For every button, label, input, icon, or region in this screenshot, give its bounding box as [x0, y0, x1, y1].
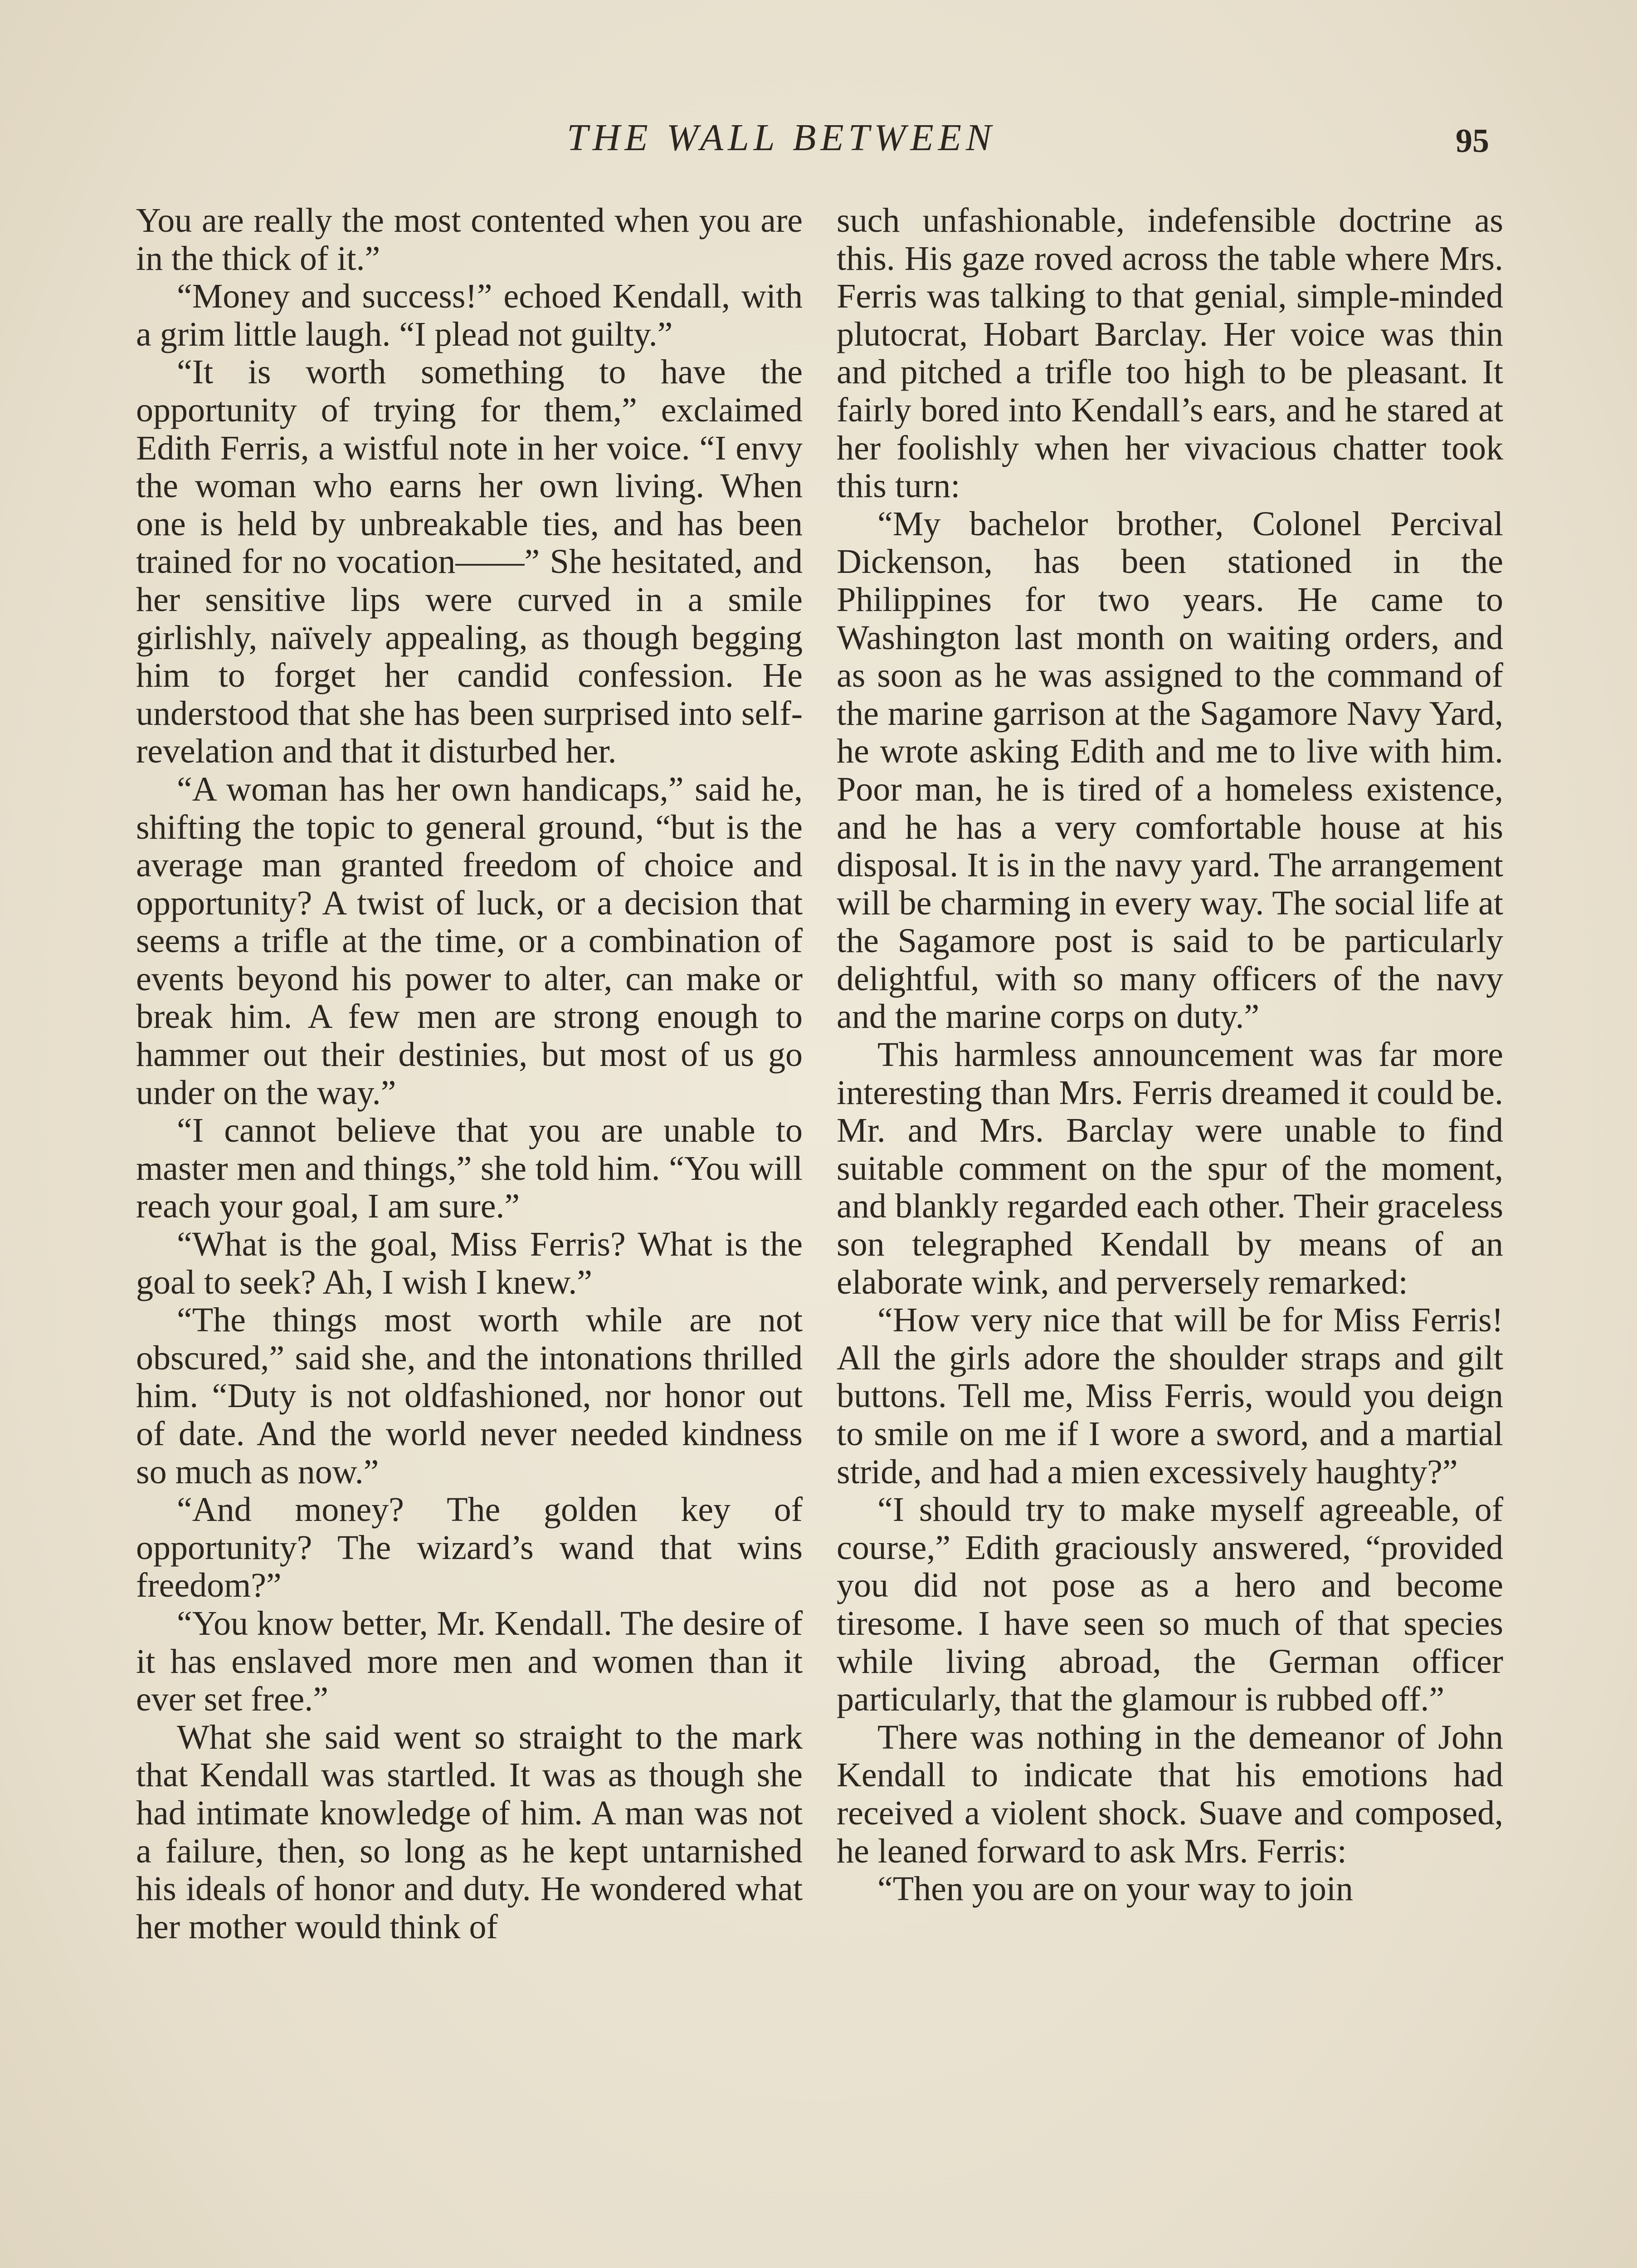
running-title: THE WALL BETWEEN — [567, 117, 996, 159]
paragraph: “My bachelor brother, Colonel Percival Dickenson, has been stationed in the Philippines for two years. He came to Washington last month on waiting orders, and as soon as he was assigned to the command of the marine garrison at the Sagamore Navy Yard, he wrote asking Edith and me to live with him. Poor man, he is tired of a homeless existence, and he has a very comfortable house at his disposal. It is in the navy yard. The arrangement will be charming in every way. The social life at the Sagamore post is said to be particularly delightful, with so many officers of the navy and the marine corps on duty.” — [837, 504, 1503, 1036]
paragraph: “What is the goal, Miss Ferris? What is the goal to seek? Ah, I wish I knew.” — [136, 1225, 803, 1301]
paragraph: “It is worth something to have the opportunity of trying for them,” exclaimed Edith Ferris, a wistful note in her voice. “I envy the woman who earns her own living. When one is held by unbreakable ties, and has been trained for no vocation——” She hesitated, and her sensitive lips were curved in a smile girlishly, naïvely appealing, as though begging him to forget her candid confession. He understood that she has been surprised into self-revelation and that it disturbed her. — [136, 353, 803, 771]
paragraph: “You know better, Mr. Kendall. The desire of it has enslaved more men and women than it ever set free.” — [136, 1604, 803, 1719]
paragraph: What she said went so straight to the mark that Kendall was startled. It was as though she had intimate knowledge of him. A man was not a failure, then, so long as he kept untarnished his ideals of honor and duty. He wondered what her mother would think of — [136, 1718, 803, 1946]
right-column — [837, 202, 1503, 1908]
paragraph: This harmless announcement was far more interesting than Mrs. Ferris dreamed it could be. Mr. and Mrs. Barclay were unable to find suitable comment on the spur of the moment, and blankly regarded each other. Their graceless son telegraphed Kendall by means of an elaborate wink, and perversely remarked: — [837, 1036, 1503, 1301]
left-column — [136, 202, 803, 1946]
running-head — [0, 116, 1637, 170]
paragraph: “I cannot believe that you are unable to master men and things,” she told him. “You will reach your goal, I am sure.” — [136, 1111, 803, 1226]
paragraph: “And money? The golden key of opportunity? The wizard’s wand that wins freedom?” — [136, 1491, 803, 1605]
paragraph: “Money and success!” echoed Kendall, with a grim little laugh. “I plead not guilty.” — [136, 277, 803, 353]
paragraph: There was nothing in the demeanor of John Kendall to indicate that his emotions had received a violent shock. Suave and composed, he leaned forward to ask Mrs. Ferris: — [837, 1718, 1503, 1870]
page-number: 95 — [1456, 122, 1489, 160]
paragraph: “A woman has her own handicaps,” said he, shifting the topic to general ground, “but is the average man granted freedom of choice and opportunity? A twist of luck, or a decision that seems a trifle at the time, or a combination of events beyond his power to alter, can make or break him. A few men are strong enough to hammer out their destinies, but most of us go under on the way.” — [136, 770, 803, 1112]
paragraph: “The things most worth while are not obscured,” said she, and the intonations thrilled him. “Duty is not oldfashioned, nor honor out of date. And the world never needed kindness so much as now.” — [136, 1301, 803, 1491]
paragraph: such unfashionable, indefensible doctrine as this. His gaze roved across the table where Mrs. Ferris was talking to that genial, simple-minded plutocrat, Hobart Barclay. Her voice was thin and pitched a trifle too high to be pleasant. It fairly bored into Kendall’s ears, and he stared at her foolishly when her vivacious chatter took this turn: — [837, 201, 1503, 505]
paragraph: You are really the most contented when you are in the thick of it.” — [136, 201, 803, 278]
paragraph: “Then you are on your way to join — [877, 1870, 1353, 1908]
paragraph: “I should try to make myself agreeable, of course,” Edith graciously answered, “provided you did not pose as a hero and become tiresome. I have seen so much of that species while living abroad, the German officer particularly, that the glamour is rubbed off.” — [837, 1491, 1503, 1719]
paragraph: “How very nice that will be for Miss Ferris! All the girls adore the shoulder straps and gilt buttons. Tell me, Miss Ferris, would you deign to smile on me if I wore a sword, and a martial stride, and had a mien excessively haughty?” — [837, 1301, 1503, 1491]
